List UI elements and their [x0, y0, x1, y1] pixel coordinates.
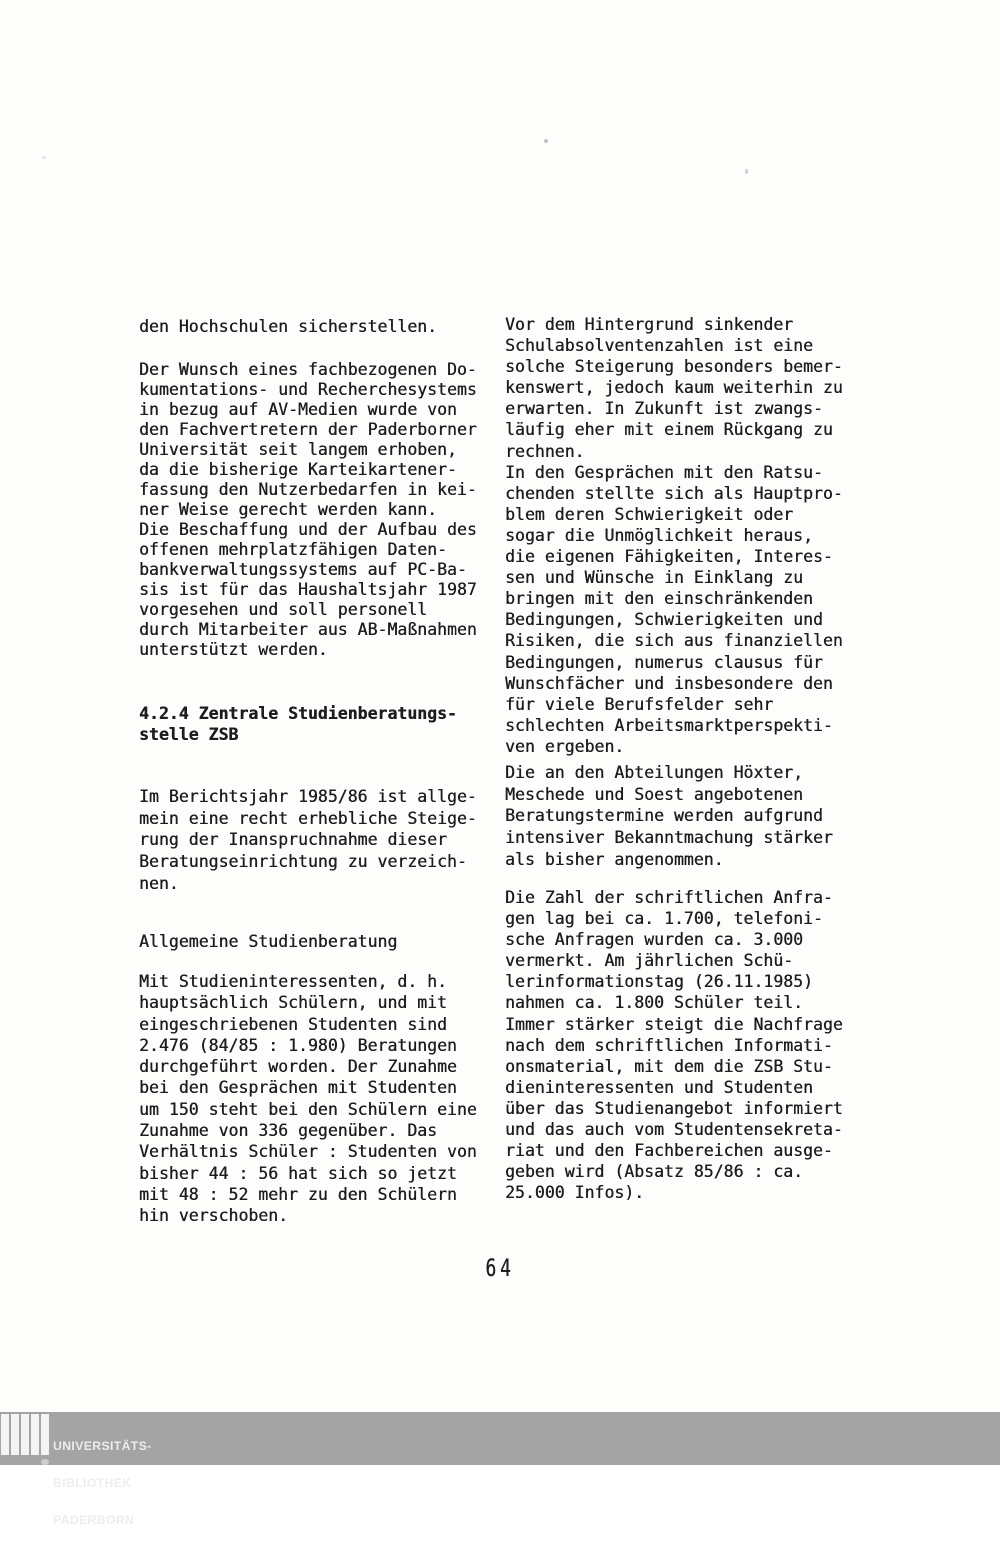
text-line: geben wird (Absatz 85/86 : ca. [505, 1162, 804, 1182]
text-line: unterstützt werden. [139, 640, 328, 659]
text-line: Allgemeine Studienberatung [139, 932, 398, 951]
sub-heading [139, 931, 397, 952]
text-line: 4.2.4 Zentrale Studienberatungs- [139, 704, 457, 723]
text-line: ven ergeben. [505, 736, 625, 756]
text-line: mit 48 : 52 mehr zu den Schülern [139, 1184, 457, 1204]
text-line: Wunschfächer und insbesondere den [505, 673, 833, 693]
text-line: sen und Wünsche in Einklang zu [505, 568, 804, 588]
text-line: intensiver Bekanntmachung stärker [505, 828, 833, 848]
text-line: kenswert, jedoch kaum weiterhin zu [505, 378, 843, 398]
text-line: 25.000 Infos). [505, 1183, 645, 1203]
text-line: 2.476 (84/85 : 1.980) Beratungen [139, 1035, 457, 1055]
text-line: Bedingungen, Schwierigkeiten und [505, 610, 823, 630]
text-line: nahmen ca. 1.800 Schüler teil. [505, 993, 804, 1013]
text-line: bankverwaltungssystems auf PC-Ba- [139, 560, 467, 579]
text-line: sogar die Unmöglichkeit heraus, [505, 525, 813, 545]
text-line: offenen mehrplatzfähigen Daten- [139, 540, 447, 559]
text-line: und das auch vom Studentensekreta- [505, 1120, 843, 1140]
text-line: rechnen. [505, 441, 585, 461]
text-line: Bedingungen, numerus clausus für [505, 652, 823, 672]
logo-bar [41, 1414, 49, 1455]
text-line: Die Beschaffung und der Aufbau des [139, 520, 477, 539]
library-bars-logo-icon [1, 1414, 51, 1464]
text-line: Meschede und Soest angebotenen [505, 784, 804, 804]
library-name-line: PADERBORN [53, 1513, 135, 1528]
body-text-paragraph [139, 971, 477, 1227]
library-name-line: BIBLIOTHEK [53, 1476, 132, 1491]
text-line: dieninteressenten und Studenten [505, 1077, 813, 1097]
text-line: solche Steigerung besonders bemer- [505, 357, 843, 377]
text-line: Risiken, die sich aus finanziellen [505, 631, 843, 651]
text-line: bringen mit den einschränkenden [505, 589, 813, 609]
text-line: Schulabsolventenzahlen ist eine [505, 336, 813, 356]
text-line: Beratungstermine werden aufgrund [505, 806, 823, 826]
text-line: Zunahme von 336 gegenüber. Das [139, 1121, 438, 1141]
text-line: über das Studienangebot informiert [505, 1098, 843, 1118]
text-line: Die Zahl der schriftlichen Anfra- [505, 888, 833, 907]
scan-speck [42, 156, 46, 159]
text-line: bei den Gesprächen mit Studenten [139, 1078, 457, 1098]
text-line: nen. [139, 873, 179, 893]
text-line: Im Berichtsjahr 1985/86 ist allge- [139, 787, 477, 806]
text-line: die eigenen Fähigkeiten, Interes- [505, 547, 833, 567]
text-line: Verhältnis Schüler : Studenten von [139, 1142, 477, 1162]
library-name [53, 1415, 152, 1551]
page-number: 64 [485, 1254, 515, 1282]
text-line: stelle ZSB [139, 724, 239, 744]
text-line: Beratungseinrichtung zu verzeich- [139, 852, 467, 872]
body-text-paragraph [505, 762, 833, 871]
text-line: kumentations- und Recherchesystems [139, 380, 477, 399]
text-line: da die bisherige Karteikartener- [139, 460, 457, 479]
text-line: Vor dem Hintergrund sinkender [505, 315, 794, 334]
text-line: für viele Berufsfelder sehr [505, 694, 774, 714]
text-line: onsmaterial, mit dem die ZSB Stu- [505, 1056, 833, 1076]
scan-speck [745, 169, 748, 174]
text-line: Mit Studieninteressenten, d. h. [139, 972, 447, 991]
logo-dot [41, 1459, 49, 1465]
text-line: vorgesehen und soll personell [139, 600, 428, 619]
text-line: Der Wunsch eines fachbezogenen Do- [139, 360, 477, 379]
logo-bar [1, 1414, 9, 1455]
text-line: schlechten Arbeitsmarktperspekti- [505, 715, 833, 735]
text-line: bisher 44 : 56 hat sich so jetzt [139, 1163, 457, 1183]
text-line: hin verschoben. [139, 1206, 289, 1226]
text-line: Universität seit langem erhoben, [139, 440, 457, 459]
text-line: eingeschriebenen Studenten sind [139, 1014, 447, 1034]
logo-bar [31, 1414, 39, 1455]
text-line: vermerkt. Am jährlichen Schü- [505, 951, 794, 971]
text-line: in bezug auf AV-Medien wurde von [139, 400, 457, 419]
library-name-line: UNIVERSITÄTS- [53, 1438, 152, 1453]
text-line: Die an den Abteilungen Höxter, [505, 763, 804, 782]
text-line: erwarten. In Zukunft ist zwangs- [505, 399, 823, 419]
text-line: um 150 steht bei den Schülern eine [139, 1099, 477, 1119]
body-text-paragraph [139, 786, 477, 895]
text-line: lerinformationstag (26.11.1985) [505, 972, 813, 992]
text-line: gen lag bei ca. 1.700, telefoni- [505, 909, 823, 929]
text-line: den Hochschulen sicherstellen. [139, 317, 438, 336]
logo-bar [21, 1414, 29, 1455]
text-line: durch Mitarbeiter aus AB-Maßnahmen [139, 620, 477, 639]
text-line: hauptsächlich Schülern, und mit [139, 993, 447, 1013]
text-line: nach dem schriftlichen Informati- [505, 1035, 833, 1055]
text-line: fassung den Nutzerbedarfen in kei- [139, 480, 477, 499]
text-line: ner Weise gerecht werden kann. [139, 500, 438, 519]
text-line: den Fachvertretern der Paderborner [139, 420, 477, 439]
body-text-paragraph [505, 887, 843, 1203]
body-text-paragraph [139, 316, 437, 337]
text-line: riat und den Fachbereichen ausge- [505, 1141, 833, 1161]
text-line: In den Gesprächen mit den Ratsu- [505, 462, 823, 482]
text-line: durchgeführt worden. Der Zunahme [139, 1057, 457, 1077]
text-line: sis ist für das Haushaltsjahr 1987 [139, 580, 477, 599]
section-heading [139, 704, 457, 745]
text-line: mein eine recht erhebliche Steige- [139, 808, 477, 828]
text-line: blem deren Schwierigkeit oder [505, 504, 794, 524]
footer-banner [0, 1412, 1000, 1528]
text-line: sche Anfragen wurden ca. 3.000 [505, 930, 804, 950]
text-line: chenden stellte sich als Hauptpro- [505, 483, 843, 503]
scan-speck [544, 139, 548, 143]
text-line: Immer stärker steigt die Nachfrage [505, 1014, 843, 1034]
body-text-paragraph [139, 360, 477, 660]
logo-bar [11, 1414, 19, 1455]
text-line: läufig eher mit einem Rückgang zu [505, 420, 833, 440]
text-line: als bisher angenommen. [505, 849, 724, 869]
body-text-paragraph [505, 314, 843, 757]
text-line: rung der Inanspruchnahme dieser [139, 830, 447, 850]
